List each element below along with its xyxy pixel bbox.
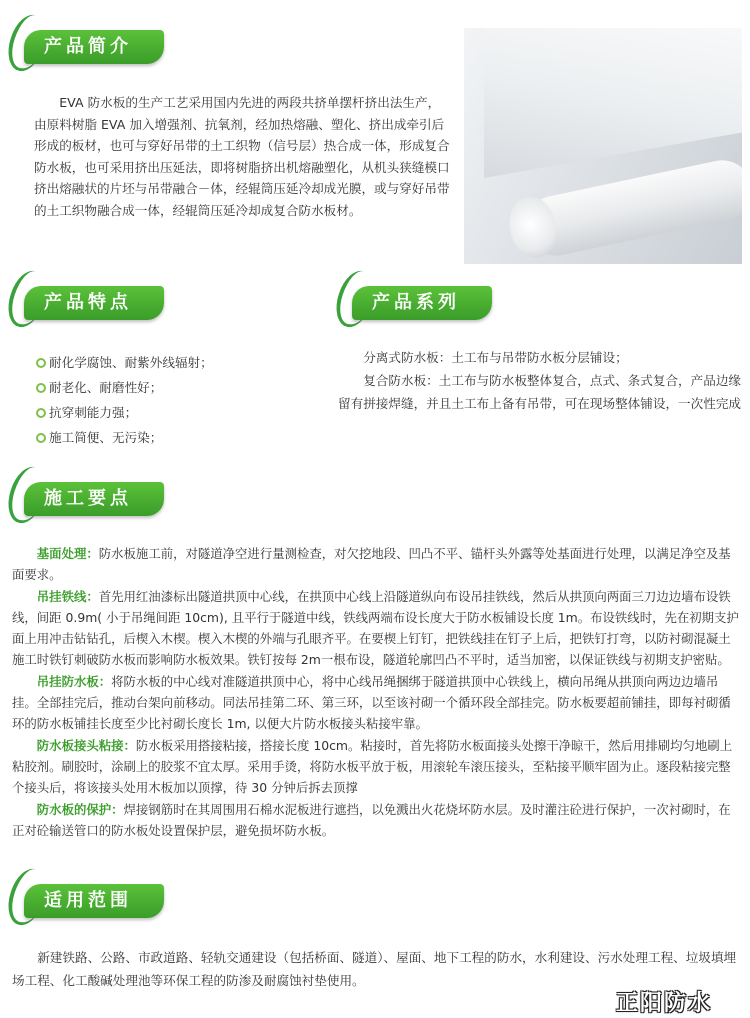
intro-text-block (34, 92, 452, 221)
intro-text: EVA 防水板的生产工艺采用国内先进的两段共挤单摆杆挤出法生产，由原料树脂 EVA 加入增强剂、抗氧剂，经加热熔融、塑化、挤出成牵引后形成的板材，也可与穿好吊带的土工织物（信号层）热合成一体，形成复合防水板，也可采用挤出压延法，即将树脂挤出机熔融塑化，从机头狭缝模口挤出熔融状的片坯与吊带融合－体，经辊筒压延冷却成光膜，或与穿好吊带的土工织物融合成一体，经辊筒压延冷却成复合防水板材。 (34, 95, 450, 218)
construction-paragraph: 基面处理：防水板施工前，对隧道净空进行量测检查，对欠挖地段、凹凸不平、锚杆头外露等处基面进行处理，以满足净空及基面要求。 (12, 546, 731, 583)
list-item: 耐化学腐蚀、耐紫外线辐射； (36, 350, 213, 375)
construction-heading: 施工要点 (24, 482, 164, 516)
bullet-icon (36, 383, 46, 393)
sheet-shape (484, 28, 742, 178)
construction-paragraph: 吊挂防水板：将防水板的中心线对准隧道拱顶中心，将中心线吊绳捆绑于隧道拱顶中心铁线上，横向吊绳从拱顶向两边边墙吊挂。全部挂完后，推动台架向前移动。同法吊挂第二环、第三环，以至该衬砌一个循环段全部挂完。防水板要超前铺挂，即每衬砌循环的防水板铺挂长度至少比衬砌长度长 1m, 以便大片防水板接头粘接牢靠。 (12, 673, 731, 732)
bullet-icon (36, 433, 46, 443)
scope-heading: 适用范围 (24, 884, 164, 918)
series-text-block (338, 346, 746, 415)
list-item: 施工简便、无污染； (36, 425, 213, 450)
product-photo (464, 28, 742, 264)
list-item: 抗穿刺能力强； (36, 400, 213, 425)
series-heading: 产品系列 (352, 286, 492, 320)
bullet-icon (36, 358, 46, 368)
series-line-1: 分离式防水板：土工布与吊带防水板分层铺设； (363, 350, 628, 365)
construction-paragraph: 吊挂铁线：首先用红油漆标出隧道拱顶中心线，在拱顶中心线上沿隧道纵向布设吊挂铁线，然后从拱顶向两面三刀边边墙布设铁线，间距 0.9m( 小于吊绳间距 10cm), 且平行于隧道中线，铁线两端布设长度大于防水板铺设长度 1m。布设铁线时，先在初期支护面上用冲击钻钻孔，后楔入木楔。楔入木楔的外端与孔眼齐平。在要楔上钉钉，把铁线挂在钉子上后，把铁钉打弯，以防衬砌混凝土施工时铁钉刺破防水板而影响防水板效果。铁钉按每 2m一根布设，隧道轮廓凹凸不平时，适当加密，以保证铁线与初期支护密贴。 (12, 588, 739, 668)
construction-text-block (12, 543, 740, 841)
features-list (36, 350, 213, 450)
intro-heading: 产品简介 (24, 30, 164, 64)
brand-watermark: 正阳防水 (616, 991, 713, 1016)
series-line-2: 复合防水板：土工布与防水板整体复合，点式、条式复合，产品边缘留有拼接焊缝，并且土工布上备有吊带，可在现场整体铺设，一次性完成 (338, 373, 741, 411)
construction-paragraph: 防水板接头粘接：防水板采用搭接粘接，搭接长度 10cm。粘接时，首先将防水板面接头处擦干净晾干，然后用排刷均匀地刷上粘胶剂。刷胶时，涂刷上的胶浆不宜太厚。采用手烫，将防水板平放于板，用滚轮车滚压接头，至粘接平顺牢固为止。逐段粘接完整个接头后，将该接头处用木板加以顶撑，待 30 分钟后拆去顶撑 (12, 737, 733, 796)
construction-paragraph: 防水板的保护：焊接钢筋时在其周围用石棉水泥板进行遮挡，以免溅出火花烧坏防水层。及时灌注砼进行保护，一次衬砌时，在正对砼输送管口的防水板处设置保护层，避免损坏防水板。 (12, 801, 731, 838)
list-item: 耐老化、耐磨性好； (36, 375, 213, 400)
scope-text: 新建铁路、公路、市政道路、轻轨交通建设（包括桥面、隧道）、屋面、地下工程的防水，水利建设、污水处理工程、垃圾填埋场工程、化工酸碱处理池等环保工程的防渗及耐腐蚀衬垫使用。 (12, 950, 737, 988)
features-heading: 产品特点 (24, 286, 164, 320)
bullet-icon (36, 408, 46, 418)
